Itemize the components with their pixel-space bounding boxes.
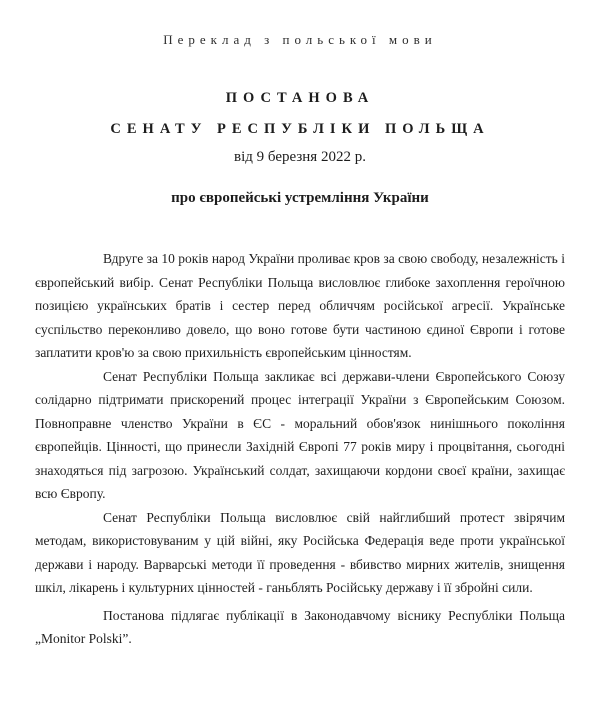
paragraph-4: Постанова підлягає публікації в Законодавчому віснику Республіки Польща „Monitor Polski”.: [35, 607, 565, 646]
translation-note: Переклад з польської мови: [163, 32, 437, 47]
document-title: ПОСТАНОВА: [225, 90, 375, 106]
paragraph-1: Вдруге за 10 років народ України проливає кров за свою свободу, незалежність і європейський вибір. Сенат Республіки Польща висловлює глибоке захоплення героїчною позицією українських братів і сестер перед обличчям російської агресії. Українське суспільство переконливо довело, що воно готове бути частиною єдиної Європи і готове заплатити кров'ю за свою прихильність європейським цінностям.: [35, 251, 565, 360]
document-subject: про європейські устремління України: [171, 190, 429, 206]
paragraph-2: Сенат Республіки Польща закликає всі держави-члени Європейського Союзу солідарно підтримати прискорений процес інтеграції України з Європейським Союзом. Повноправне членство України в ЄС - моральний обов'язок нинішнього покоління європейців. Цінності, що принесли Західній Європі 77 років миру і процвітання, сьогодні знаходяться під загрозою. Український солдат, захищаючи кордони своєї країни, захищає всю Європу.: [35, 368, 565, 501]
document-date: від 9 березня 2022 р.: [234, 149, 366, 165]
document-title-issuer: СЕНАТУ РЕСПУБЛІКИ ПОЛЬЩА: [110, 121, 490, 137]
paragraph-3: Сенат Республіки Польща висловлює свій найглибший протест звірячим методам, використовуваним у цій війні, яку Російська Федерація веде проти української держави і народу. Варварські методи її проведення - вбивство мирних жителів, знищення шкіл, лікарень і культурних цінностей - ганьблять Російську державу і її збройні сили.: [35, 509, 565, 595]
